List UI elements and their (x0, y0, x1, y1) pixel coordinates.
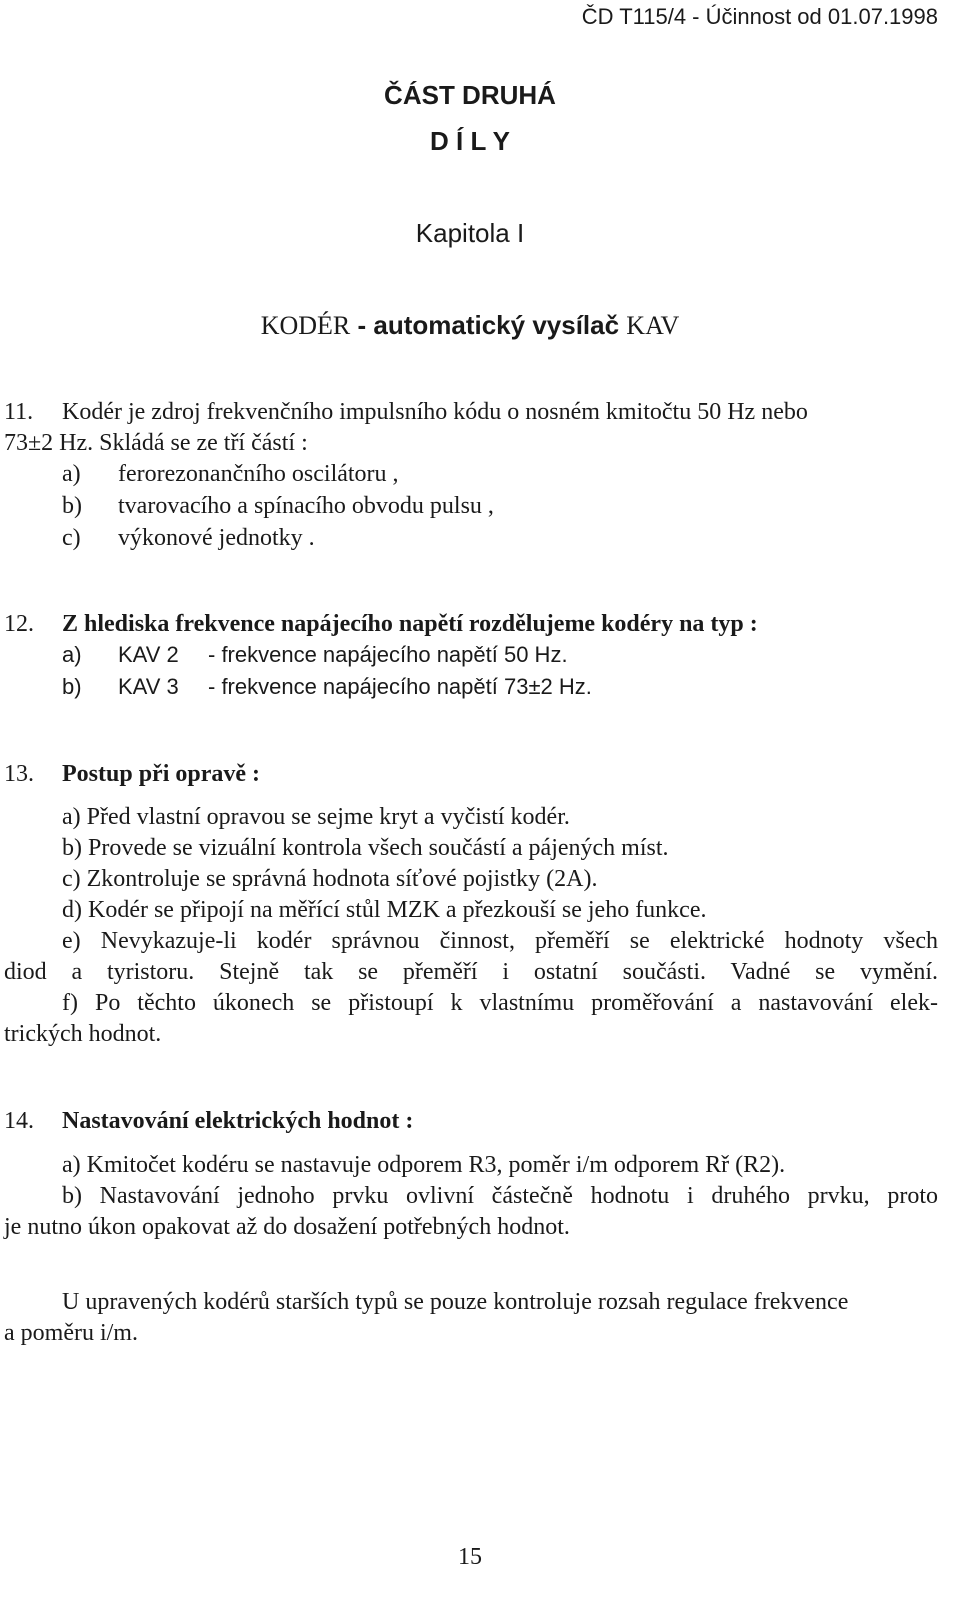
repair-step-e-line2: diod a tyristoru. Stejně tak se přeměří i ostatní součásti. Vadné se vymění. (4, 959, 938, 985)
page-number: 15 (458, 1544, 482, 1570)
heading-koder: KODÉR (260, 311, 351, 340)
model-name: KAV 3 (118, 674, 179, 699)
list-item: - frekvence napájecího napětí 73±2 Hz. (208, 674, 592, 699)
part-subtitle: D Í L Y (430, 126, 510, 156)
part-title: ČÁST DRUHÁ (384, 80, 556, 110)
document-reference: ČD T115/4 - Účinnost od 01.07.1998 (581, 4, 938, 29)
list-item: tvarovacího a spínacího obvodu pulsu , (118, 493, 494, 519)
heading-rest: - automatický vysílač (350, 310, 627, 340)
setting-step-a: a) Kmitočet kodéru se nastavuje odporem R3, poměr i/m odporem Rř (R2). (62, 1152, 786, 1178)
note-line2: a poměru i/m. (4, 1320, 138, 1346)
section-13-number: 13. (4, 761, 34, 787)
list-marker: a) (62, 642, 82, 667)
section-11-number: 11. (4, 399, 34, 425)
section-12-number: 12. (4, 611, 34, 637)
list-item: výkonové jednotky . (118, 525, 315, 551)
repair-step-b: b) Provede se vizuální kontrola všech součástí a pájených míst. (62, 835, 669, 861)
list-item: ferorezonančního oscilátoru , (118, 461, 399, 487)
section-11-line2: 73±2 Hz. Skládá se ze tří částí : (4, 430, 308, 456)
repair-step-f-line2: trických hodnot. (4, 1021, 162, 1047)
list-marker: a) (62, 461, 81, 487)
model-name: KAV 2 (118, 642, 179, 667)
list-marker: b) (62, 674, 82, 699)
list-marker: c) (62, 525, 81, 551)
section-12-title: Z hlediska frekvence napájecího napětí rozdělujeme kodéry na typ : (62, 611, 758, 637)
section-13-title: Postup při opravě : (62, 761, 260, 787)
note-line1: U upravených kodérů starších typů se pouze kontroluje rozsah regulace frekvence (62, 1289, 849, 1315)
repair-step-c: c) Zkontroluje se správná hodnota síťové pojistky (2A). (62, 866, 598, 892)
setting-step-b-line2: je nutno úkon opakovat až do dosažení potřebných hodnot. (4, 1214, 570, 1240)
setting-step-b-line1: b) Nastavování jednoho prvku ovlivní částečně hodnotu i druhého prvku, proto (62, 1183, 938, 1209)
list-marker: b) (62, 493, 82, 519)
list-item: - frekvence napájecího napětí 50 Hz. (208, 642, 568, 667)
section-14-number: 14. (4, 1108, 34, 1134)
chapter-heading (0, 310, 940, 341)
section-11-line1: Kodér je zdroj frekvenčního impulsního kódu o nosném kmitočtu 50 Hz nebo (62, 399, 808, 425)
section-14-title: Nastavování elektrických hodnot : (62, 1108, 414, 1134)
heading-kav: KAV (626, 311, 680, 340)
repair-step-a: a) Před vlastní opravou se sejme kryt a vyčistí kodér. (62, 804, 570, 830)
repair-step-d: d) Kodér se připojí na měřící stůl MZK a přezkouší se jeho funkce. (62, 897, 707, 923)
chapter-label: Kapitola I (415, 218, 525, 248)
repair-step-e-line1: e) Nevykazuje-li kodér správnou činnost, přeměří se elektrické hodnoty všech (62, 928, 938, 954)
repair-step-f-line1: f) Po těchto úkonech se přistoupí k vlastnímu proměřování a nastavování elek- (62, 990, 938, 1016)
